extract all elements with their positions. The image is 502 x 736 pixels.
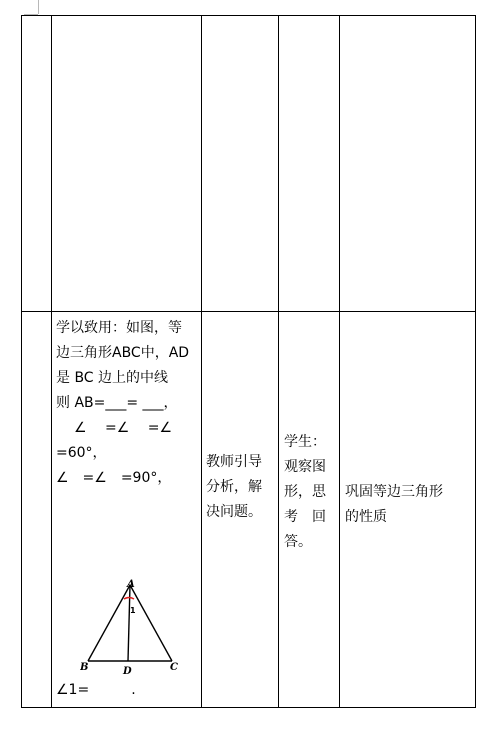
content-line: 学以致用：如图，等 [56, 320, 182, 336]
vertex-label-d: D [123, 666, 132, 677]
teacher-line: 教师引导 [206, 454, 262, 470]
purpose-line: 的性质 [345, 509, 387, 525]
content-line: ∠ =∠ =∠ [74, 420, 173, 436]
vertex-label-c: C [170, 662, 178, 673]
column-divider [278, 15, 279, 708]
student-activity-cell [284, 430, 336, 555]
content-line: 则 AB=___= ___， [56, 395, 178, 411]
angle-question-text: ∠1= . [56, 682, 136, 698]
column-divider [339, 15, 340, 708]
vertex-label-b: B [80, 662, 89, 673]
teacher-line: 分析，解 [206, 479, 262, 495]
angle-question [56, 678, 136, 703]
angle-label-1: 1 [130, 606, 136, 615]
content-line: =60°， [56, 445, 107, 461]
student-line: 形，思 [284, 484, 326, 500]
content-line: 是 BC 边上的中线 [56, 370, 169, 386]
row-divider [21, 311, 476, 312]
teacher-activity-cell [206, 450, 276, 525]
design-purpose-cell [345, 480, 473, 530]
column-divider [201, 15, 202, 708]
student-line: 答。 [284, 534, 312, 550]
teaching-content-cell [56, 316, 201, 491]
student-line: 考 回 [284, 509, 326, 525]
student-line: 学生： [284, 434, 326, 450]
column-divider [51, 15, 52, 708]
student-line: 观察图 [284, 459, 326, 475]
page-corner-mark [38, 0, 39, 14]
table-bottom-border [21, 707, 476, 708]
table-top-border [21, 15, 476, 16]
vertex-label-a: A [127, 579, 135, 590]
purpose-line: 巩固等边三角形 [345, 484, 443, 500]
teacher-line: 决问题。 [206, 504, 262, 520]
table-right-border [475, 15, 476, 708]
content-line: ∠ =∠ =90°， [56, 470, 172, 486]
content-line: 边三角形ABC中，AD [56, 345, 190, 361]
equilateral-triangle-figure [80, 577, 190, 677]
table-left-border [21, 15, 22, 708]
